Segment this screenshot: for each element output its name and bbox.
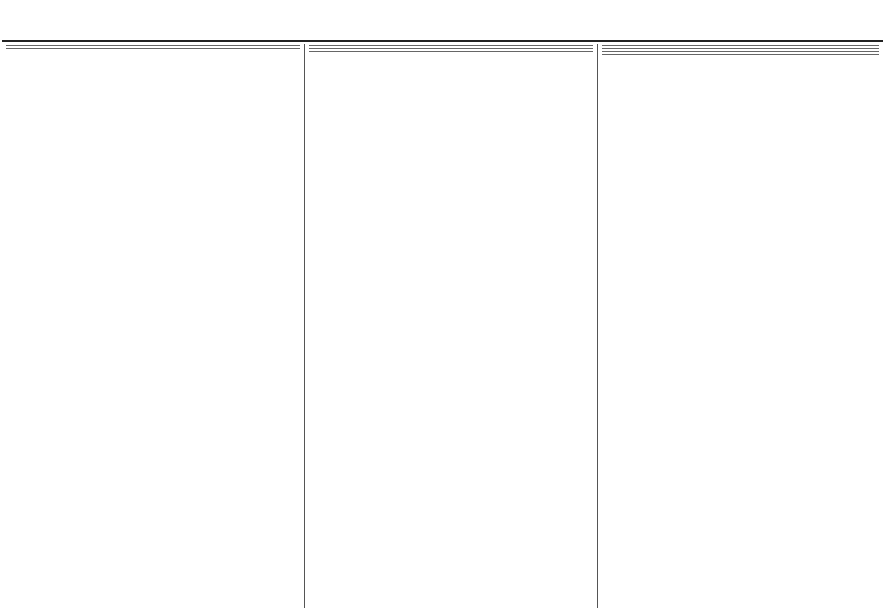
article-column-3 [597,44,883,608]
section-divider [309,45,593,46]
headline-rule [2,40,883,42]
section-divider [309,48,593,49]
section-divider [309,51,593,52]
section-divider [602,48,879,49]
section-divider [602,51,879,52]
section-divider [602,54,879,55]
section-divider [602,45,879,46]
article-columns [2,44,883,608]
section-divider [6,45,300,46]
section-divider [6,48,300,49]
article-column-2 [304,44,597,608]
article-column-1 [2,44,304,608]
headline-banner [0,0,885,38]
